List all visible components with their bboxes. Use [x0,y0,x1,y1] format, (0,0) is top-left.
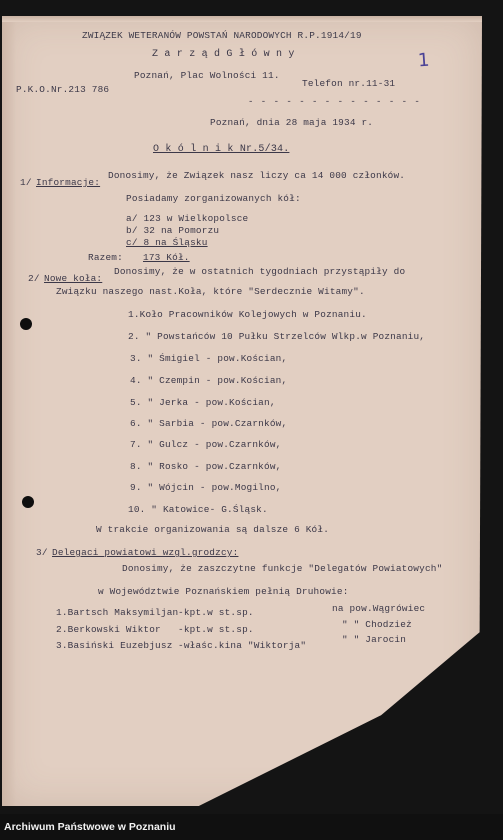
section3-number: 3/ [36,547,48,558]
section1-item-b: b/ 32 na Pomorzu [126,225,220,236]
section2-item-9: 9. " Wójcin - pow.Mogilno, [130,482,282,493]
section1-heading: Informacje: [36,177,101,188]
section1-item-a: a/ 123 w Wielkopolsce [126,213,249,224]
section1-line2: Posiadamy zorganizowanych kół: [126,193,301,204]
archive-name: Archiwum Państwowe w Poznaniu [4,821,176,833]
delegate-1-role: -kpt.w st.sp. [178,607,254,618]
section2-item-8: 8. " Rosko - pow.Czarnków, [130,461,282,472]
date-line: Poznań, dnia 28 maja 1934 r. [210,117,374,128]
section2-item-4: 4. " Czempin - pow.Kościan, [130,375,288,386]
paper-top-fold [2,16,482,22]
circular-title: O k ó l n i k Nr.5/34. [153,144,290,155]
delegate-3-name: 3.Basiński Euzebjusz [56,640,173,651]
section2-item-3: 3. " Śmigiel - pow.Kościan, [130,353,288,364]
section1-item-c: c/ 8 na Śląsku [126,237,208,248]
paper-sheet [2,16,482,806]
board-address: Poznań, Plac Wolności 11. [134,70,280,81]
section1-line1: Donosimy, że Związek nasz liczy ca 14 000 członków. [108,170,406,181]
section2-number: 2/ [28,273,40,284]
delegate-2-place: " " Chodzież [342,619,412,630]
delegate-1-place: na pow.Wągrówiec [332,603,426,614]
punch-hole [20,318,32,330]
section1-total-value: 173 Kół. [143,252,190,263]
board-name: Z a r z ą d G ł ó w n y [152,49,295,60]
section2-item-6: 6. " Sarbia - pow.Czarnków, [130,418,288,429]
section2-heading: Nowe koła: [44,273,103,284]
section1-total-label: Razem: [88,252,123,263]
section1-number: 1/ [20,177,32,188]
section2-item-5: 5. " Jerka - pow.Kościan, [130,397,276,408]
phone-number: Telefon nr.11-31 [302,78,396,89]
delegate-3-place: " " Jarocin [342,634,407,645]
header-separator: - - - - - - - - - - - - - - [248,97,421,107]
section2-line2: Związku naszego nast.Koła, które "Serdecznie Witamy". [56,286,365,297]
section2-item-10: 10. " Katowice- G.Śląsk. [128,504,268,515]
delegate-1-name: 1.Bartsch Maksymiljan [56,607,179,618]
archive-footer [0,814,503,840]
section2-item-7: 7. " Gulcz - pow.Czarnków, [130,439,282,450]
section2-item-2: 2. " Powstańców 10 Pułku Strzelców Wlkp.w Poznaniu, [128,331,426,342]
section2-line1: Donosimy, że w ostatnich tygodniach przystąpiły do [114,266,406,277]
section2-closing: W trakcie organizowania są dalsze 6 Kół. [96,524,330,535]
handwritten-page-number: 1 [417,49,431,72]
delegate-2-role: -kpt.w st.sp. [178,624,254,635]
pko-account: P.K.O.Nr.213 786 [16,84,110,95]
section3-heading: Delegaci powiatowi wzgl.grodzcy: [52,547,239,558]
section3-line2: w Województwie Poznańskiem pełnią Druhowie: [98,586,349,597]
section2-item-1: 1.Koło Pracowników Kolejowych w Poznaniu. [128,309,367,320]
delegate-2-name: 2.Berkowski Wiktor [56,624,161,635]
punch-hole [22,496,34,508]
organization-name: ZWIĄZEK WETERANÓW POWSTAŃ NARODOWYCH R.P.1914/19 [82,30,362,41]
section3-line1: Donosimy, że zaszczytne funkcje "Delegatów Powiatowych" [122,563,443,574]
delegate-3-role: -właśc.kina "Wiktorja" [178,640,307,651]
